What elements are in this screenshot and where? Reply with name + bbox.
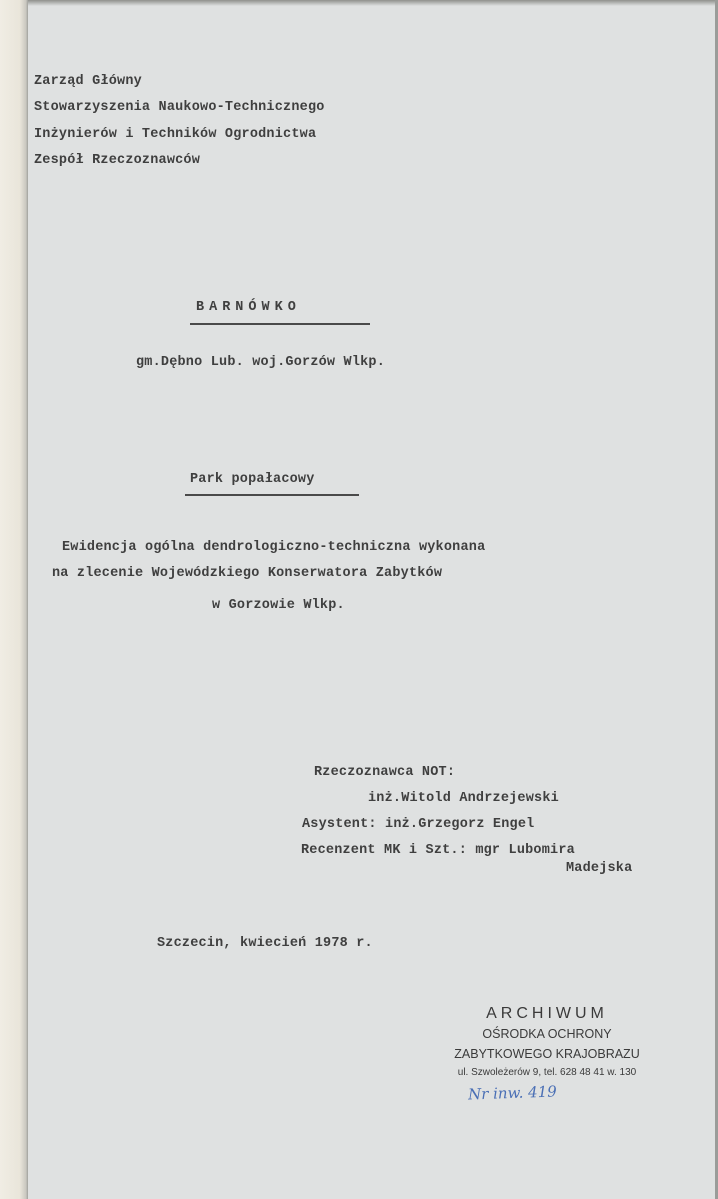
archive-stamp-line-1: OŚRODKA OCHRONY <box>482 1027 612 1041</box>
subtitle-underline <box>185 494 359 496</box>
reviewer-line-2: Madejska <box>566 861 633 876</box>
header-line-2: Stowarzyszenia Naukowo-Technicznego <box>34 100 325 115</box>
subtitle: Park popałacowy <box>190 472 315 487</box>
header-line-3: Inżynierów i Techników Ogrodnictwa <box>34 127 317 142</box>
description-line-2: na zlecenie Wojewódzkiego Konserwatora Zabytków <box>52 566 443 581</box>
header-line-4: Zespół Rzeczoznawców <box>34 153 201 168</box>
place-date: Szczecin, kwiecień 1978 r. <box>157 936 373 951</box>
archive-stamp-title: ARCHIWUM <box>486 1005 608 1022</box>
document-title: BARNÓWKO <box>196 300 301 315</box>
title-underline <box>190 323 370 325</box>
page-binding-edge <box>0 0 28 1199</box>
archive-stamp-address: ul. Szwoleżerów 9, tel. 628 48 41 w. 130 <box>457 1067 637 1078</box>
expert-name: inż.Witold Andrzejewski <box>368 791 559 806</box>
assistant-line: Asystent: inż.Grzegorz Engel <box>302 817 535 832</box>
reviewer-line-1: Recenzent MK i Szt.: mgr Lubomira <box>301 843 575 858</box>
archive-stamp-line-2: ZABYTKOWEGO KRAJOBRAZU <box>454 1047 640 1061</box>
page-top-shadow <box>28 0 718 6</box>
handwritten-inventory-note: Nr inw. 419 <box>467 1082 558 1104</box>
expert-label: Rzeczoznawca NOT: <box>314 765 456 780</box>
location-line: gm.Dębno Lub. woj.Gorzów Wlkp. <box>136 355 386 370</box>
header-line-1: Zarząd Główny <box>34 74 142 89</box>
description-line-3: w Gorzowie Wlkp. <box>212 598 345 613</box>
description-line-1: Ewidencja ogólna dendrologiczno-techniczna wykonana <box>62 540 486 555</box>
